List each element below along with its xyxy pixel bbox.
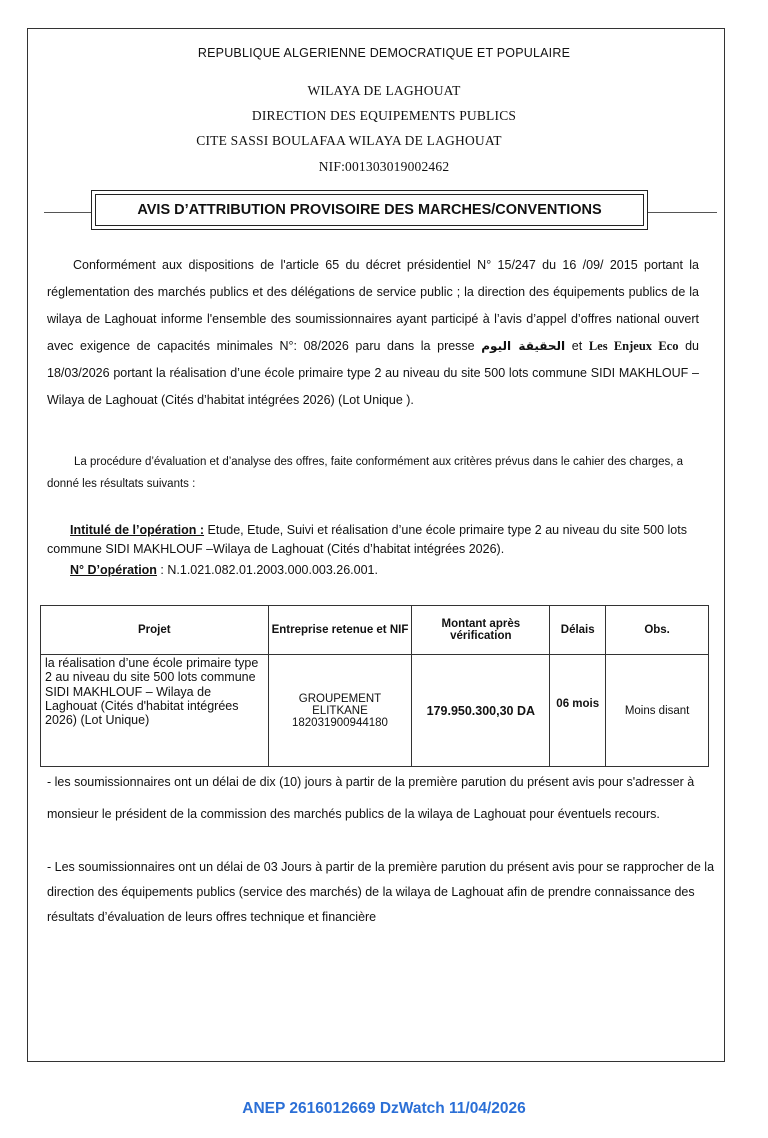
operation-title-label: Intitulé de l’opération : (70, 523, 205, 537)
table-header-row (41, 606, 709, 655)
operation-title (47, 521, 727, 559)
cell-entreprise (268, 655, 412, 767)
header-nif: NIF:001303019002462 (318, 159, 450, 174)
header-address: CITE SASSI BOULAFAA WILAYA DE LAGHOUAT (196, 133, 502, 148)
title-box (91, 190, 648, 230)
header-wilaya: WILAYA DE LAGHOUAT (307, 83, 461, 98)
header-montant: Montant après vérification (412, 606, 550, 655)
header-delais: Délais (550, 606, 606, 655)
intro-text-1: Conformément aux dispositions de l'article 65 du décret présidentiel N° 15/247 du 16 /09/ 2015 portant la réglementation des marchés publics et des délégations de service public ; la direction des équipements publics de la wilaya de Laghouat informe l'ensemble des soumissionnaires ayant participé à l’avis d’appel d’offres national ouvert avec exigence de capacités minimales N°: 08/2026 paru dans la presse (47, 258, 699, 353)
title-rule-right (647, 212, 717, 213)
footer-reference: ANEP 2616012669 DzWatch 11/04/2026 (242, 1100, 526, 1117)
newspaper-french: Les Enjeux Eco (588, 339, 679, 353)
document-title: AVIS D’ATTRIBUTION PROVISOIRE DES MARCHES/CONVENTIONS (95, 194, 644, 226)
header-entreprise: Entreprise retenue et NIF (268, 606, 412, 655)
note-consultation: - Les soumissionnaires ont un délai de 03 Jours à partir de la première parution du présent avis pour se rapprocher de la direction des équipements publics (service des marchés) de la wilaya de Laghouat afin de prendre connaissance des résultats d’évaluation de leurs offres technique et financière (47, 860, 715, 924)
table-row (41, 655, 709, 767)
results-table (40, 605, 709, 767)
operation-number-value: : N.1.021.082.01.2003.000.003.26.001. (156, 563, 378, 577)
note-recours: - les soumissionnaires ont un délai de dix (10) jours à partir de la première parution du présent avis pour s'adresser à monsieur le président de la commission des marchés publics de la wilaya de Laghouat pour éventuels recours. (47, 775, 695, 821)
intro-paragraph (47, 252, 699, 414)
operation-number-label: N° D’opération (70, 563, 157, 577)
header-projet: Projet (41, 606, 269, 655)
newspaper-arabic: الحقيقة اليوم (481, 339, 566, 353)
cell-obs: Moins disant (606, 655, 709, 767)
operation-title-value: Etude, Etude, Suivi et réalisation d’une école primaire type 2 au niveau du site 500 lots commune SIDI MAKHLOUF –Wilaya de Laghouat (Cités d’habitat intégrées 2026). (47, 523, 687, 556)
operation-number (70, 561, 750, 580)
header-republic: REPUBLIQUE ALGERIENNE DEMOCRATIQUE ET POPULAIRE (197, 46, 571, 60)
entreprise-name: GROUPEMENT ELITKANE (298, 692, 382, 717)
cell-projet: la réalisation d’une école primaire type 2 au niveau du site 500 lots commune SIDI MAKHLOUF – Wilaya de Laghouat (Cités d'habitat intégrées 2026) (Lot Unique) (41, 655, 269, 767)
intro-text-2: du 18/03/2026 portant la réalisation d’une école primaire type 2 au niveau du site 500 lots commune SIDI MAKHLOUF –Wilaya de Laghouat (Cités d’habitat intégrées 2026) (Lot Unique ). (47, 339, 699, 407)
cell-delais: 06 mois (550, 655, 606, 767)
title-rule-left (44, 212, 92, 213)
cell-montant: 179.950.300,30 DA (412, 655, 550, 767)
procedure-paragraph: La procédure d’évaluation et d’analyse des offres, faite conformément aux critères prévus dans le cahier des charges, a donné les résultats suivants : (47, 456, 683, 490)
intro-connector: et (571, 339, 583, 353)
entreprise-nif: 182031900944180 (292, 716, 388, 729)
header-obs: Obs. (606, 606, 709, 655)
header-direction: DIRECTION DES EQUIPEMENTS PUBLICS (251, 108, 517, 123)
